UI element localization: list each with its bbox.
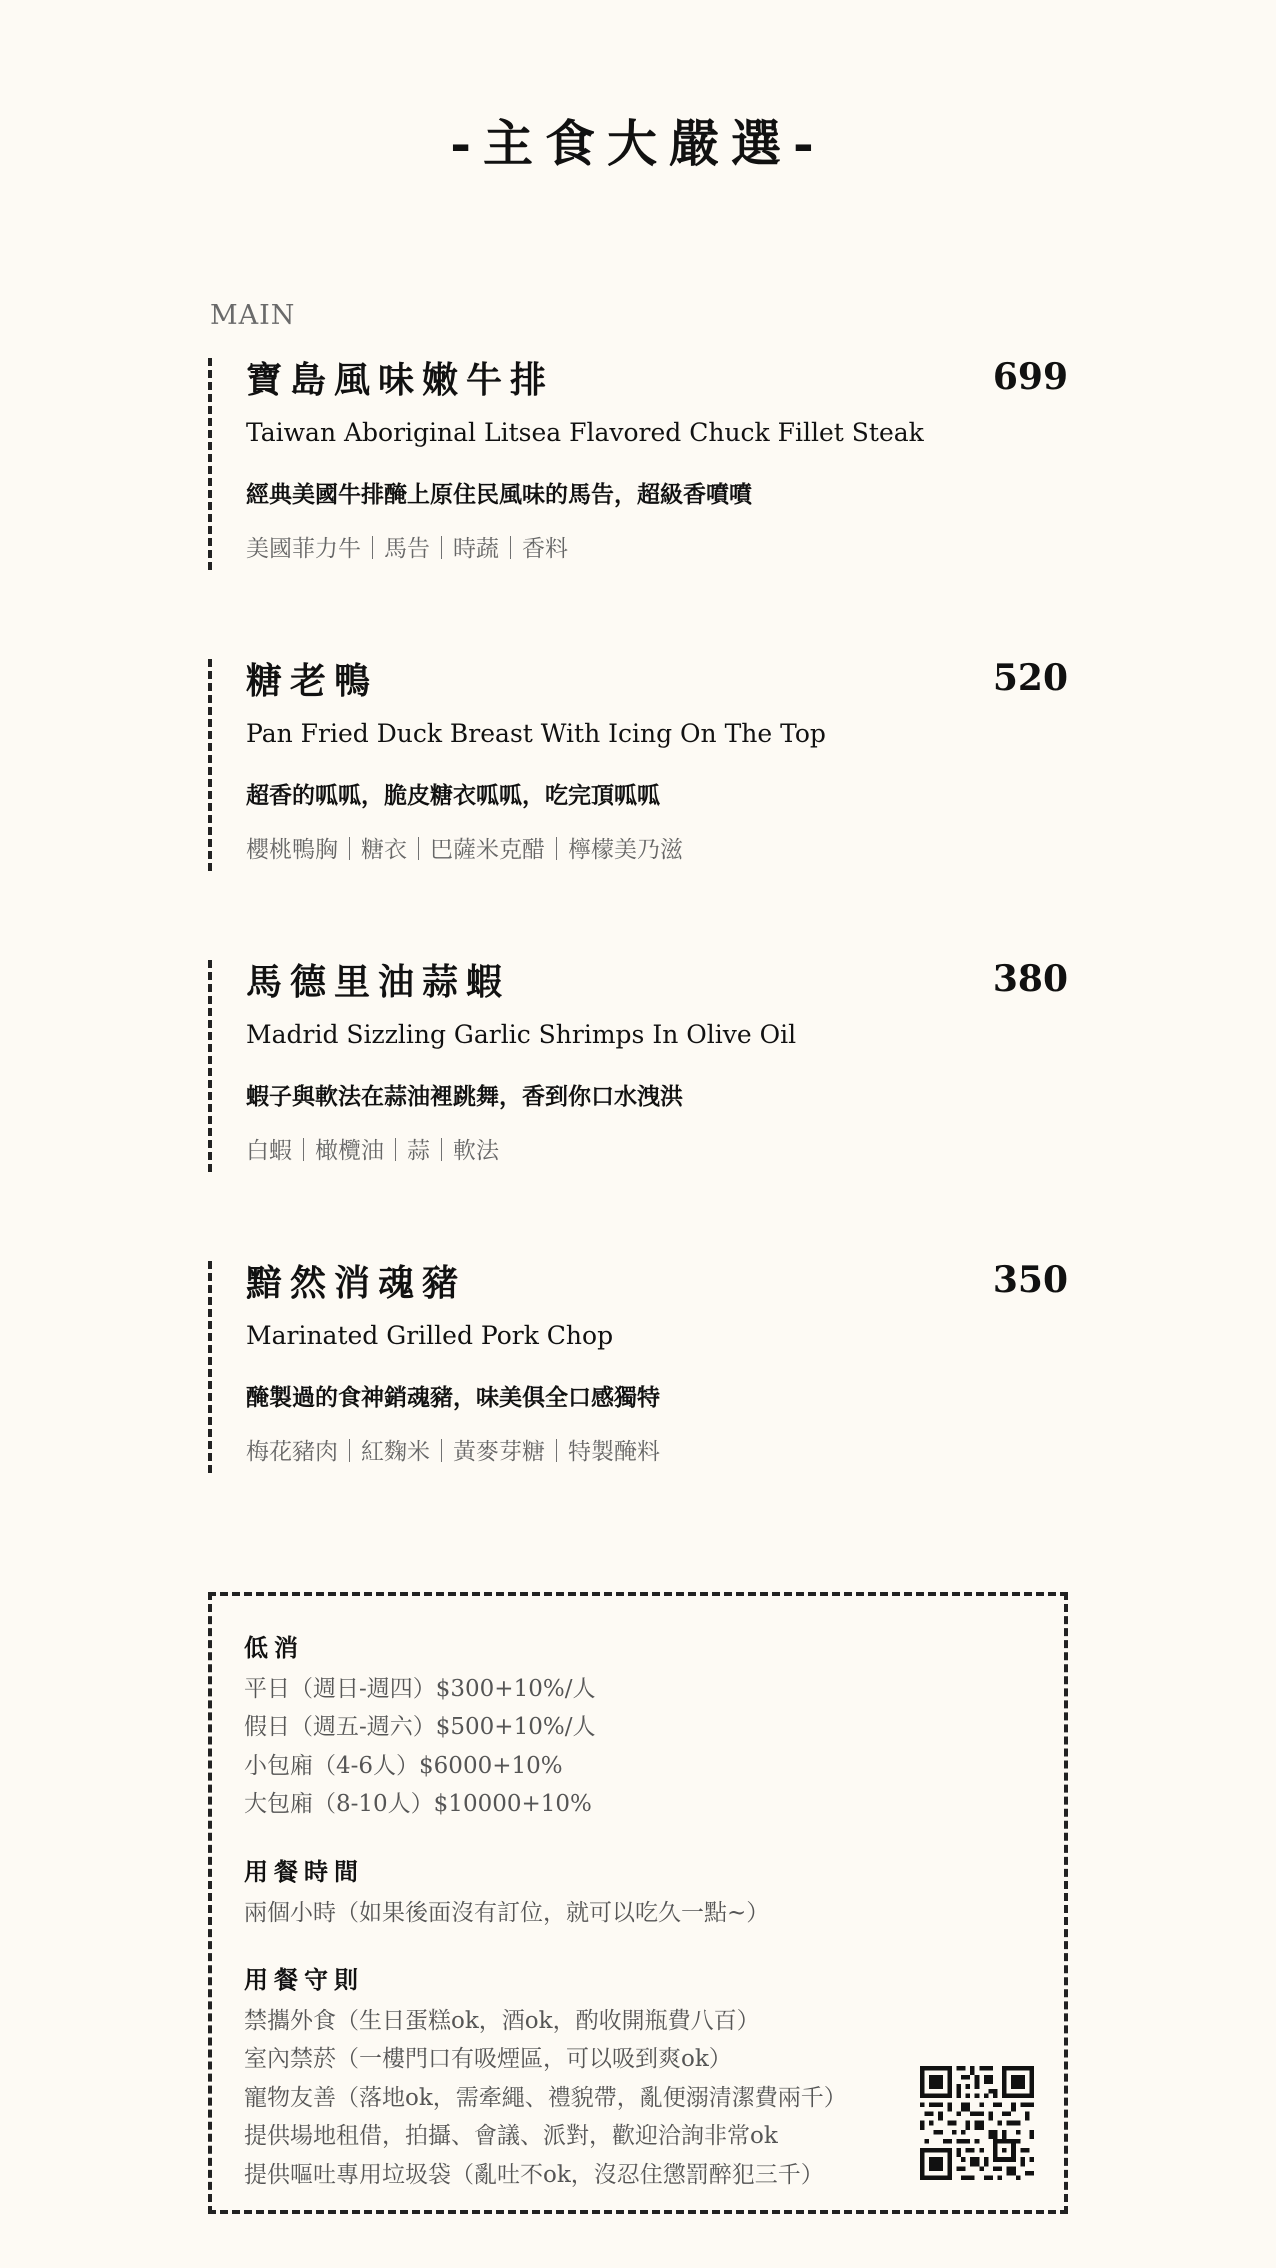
menu-item-english-name: Taiwan Aboriginal Litsea Flavored Chuck Fillet Steak bbox=[246, 418, 924, 447]
section-tag: MAIN bbox=[210, 300, 296, 331]
minimum-charge-line: 假日（週五-週六）$500+10%/人 bbox=[244, 1714, 596, 1740]
menu-item-description: 經典美國牛排醃上原住民風味的馬告，超級香噴噴 bbox=[246, 481, 752, 508]
dining-time-heading: 用餐時間 bbox=[244, 1857, 364, 1886]
minimum-charge-line: 小包廂（4-6人）$6000+10% bbox=[244, 1753, 563, 1779]
menu-item-description: 超香的呱呱，脆皮糖衣呱呱，吃完頂呱呱 bbox=[246, 782, 660, 809]
minimum-charge-line: 大包廂（8-10人）$10000+10% bbox=[244, 1791, 592, 1817]
minimum-charge-heading: 低消 bbox=[244, 1633, 304, 1662]
menu-item-price: 380 bbox=[992, 958, 1068, 1000]
menu-item-price: 520 bbox=[992, 657, 1068, 699]
rule-line: 室內禁菸（一樓門口有吸煙區，可以吸到爽ok） bbox=[244, 2046, 732, 2072]
page-title: -主食大嚴選- bbox=[450, 114, 826, 173]
rule-line: 提供場地租借，拍攝、會議、派對，歡迎洽詢非常ok bbox=[244, 2123, 778, 2149]
qr-code-icon[interactable] bbox=[920, 2066, 1034, 2180]
menu-item-price: 350 bbox=[992, 1259, 1068, 1301]
menu-item-ingredients: 美國菲力牛｜馬告｜時蔬｜香料 bbox=[246, 536, 568, 562]
menu-item-pork bbox=[208, 1261, 1068, 1473]
menu-item-ingredients: 白蝦｜橄欖油｜蒜｜軟法 bbox=[246, 1138, 499, 1164]
rule-line: 禁攜外食（生日蛋糕ok，酒ok，酌收開瓶費八百） bbox=[244, 2008, 760, 2034]
menu-item-ingredients: 梅花豬肉｜紅麴米｜黃麥芽糖｜特製醃料 bbox=[246, 1439, 660, 1465]
menu-item-ingredients: 櫻桃鴨胸｜糖衣｜巴薩米克醋｜檸檬美乃滋 bbox=[246, 837, 683, 863]
rule-line: 寵物友善（落地ok，需牽繩、禮貌帶，亂便溺清潔費兩千） bbox=[244, 2085, 847, 2111]
menu-item-steak bbox=[208, 358, 1068, 570]
dining-time-line: 兩個小時（如果後面沒有訂位，就可以吃久一點~） bbox=[244, 1900, 770, 1926]
rules-heading: 用餐守則 bbox=[244, 1965, 364, 1994]
rule-line: 提供嘔吐專用垃圾袋（亂吐不ok，沒忍住懲罰醉犯三千） bbox=[244, 2162, 824, 2188]
minimum-charge-line: 平日（週日-週四）$300+10%/人 bbox=[244, 1676, 596, 1702]
menu-item-description: 醃製過的食神銷魂豬，味美俱全口感獨特 bbox=[246, 1384, 660, 1411]
menu-item-name: 黯然消魂豬 bbox=[246, 1262, 467, 1304]
menu-item-shrimp bbox=[208, 960, 1068, 1172]
menu-item-english-name: Pan Fried Duck Breast With Icing On The Top bbox=[246, 719, 826, 748]
menu-item-description: 蝦子與軟法在蒜油裡跳舞，香到你口水洩洪 bbox=[246, 1083, 683, 1110]
menu-item-name: 糖老鴨 bbox=[246, 660, 379, 702]
menu-item-name: 馬德里油蒜蝦 bbox=[246, 961, 511, 1003]
info-box bbox=[208, 1592, 1068, 2214]
menu-item-english-name: Marinated Grilled Pork Chop bbox=[246, 1321, 614, 1350]
menu-item-duck bbox=[208, 659, 1068, 871]
menu-item-name: 寶島風味嫩牛排 bbox=[246, 359, 555, 401]
menu-item-english-name: Madrid Sizzling Garlic Shrimps In Olive Oil bbox=[246, 1020, 797, 1049]
menu-item-price: 699 bbox=[992, 356, 1068, 398]
